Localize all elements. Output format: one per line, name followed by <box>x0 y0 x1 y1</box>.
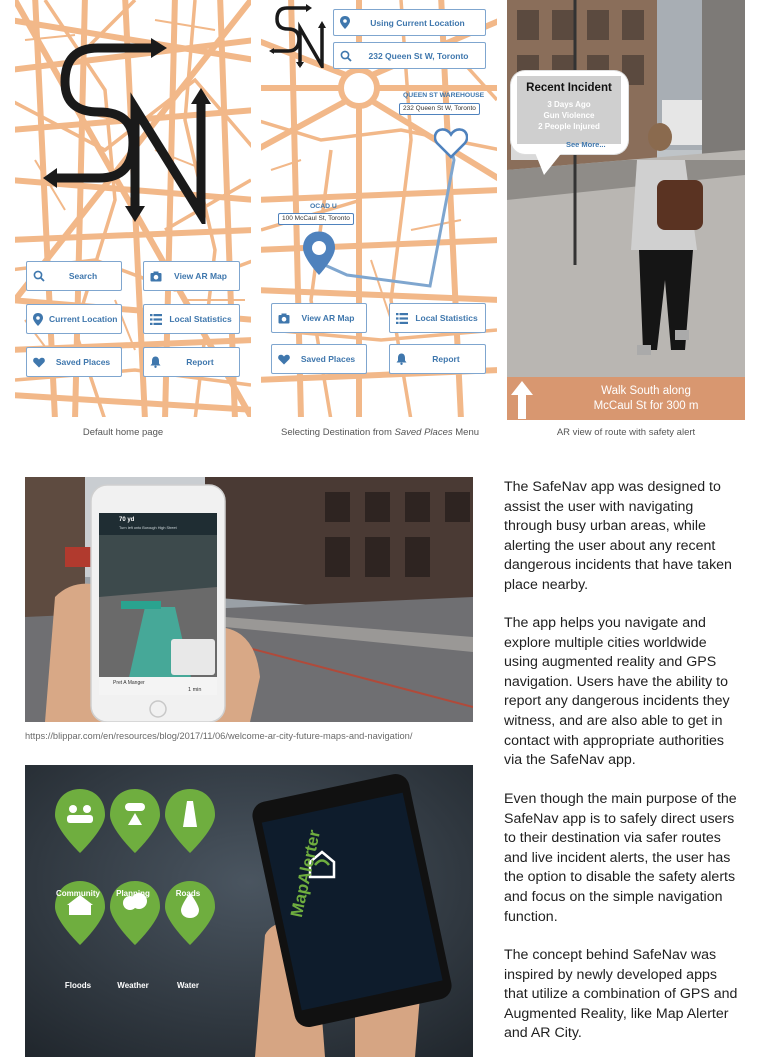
view-ar-map-button[interactable] <box>143 261 240 291</box>
caption-ar: AR view of route with safety alert <box>556 427 696 438</box>
destination-title: QUEEN ST WAREHOUSE <box>403 92 485 99</box>
destination-screen <box>261 0 497 417</box>
category-planning: Planning <box>116 889 150 898</box>
caption-destination <box>262 427 498 438</box>
category-roads: Roads <box>175 889 201 898</box>
arrow-up-icon <box>511 381 533 419</box>
incident-title: Recent Incident <box>526 82 612 94</box>
safenav-logo <box>43 38 219 224</box>
ar-city-photo <box>25 477 473 722</box>
incident-type: Gun Violence <box>543 111 595 120</box>
current-location-field[interactable] <box>333 9 486 36</box>
current-location-label: Current Location <box>49 314 118 324</box>
origin-pin-icon[interactable] <box>301 230 337 276</box>
local-statistics-button[interactable] <box>143 304 240 334</box>
ar-city-distance: 70 yd <box>119 517 135 523</box>
heart-destination-icon[interactable] <box>434 127 468 159</box>
incident-injuries: 2 People Injured <box>538 122 600 131</box>
destination-field-label: 232 Queen St W, Toronto <box>368 50 469 61</box>
direction-line-1: Walk South along <box>601 385 691 397</box>
caption-destination-italic: Saved Places <box>394 427 453 438</box>
report-button[interactable] <box>143 347 240 377</box>
caption-destination-suffix: Menu <box>452 427 480 438</box>
saved-places-label: Saved Places <box>55 357 111 367</box>
source-url[interactable]: https://blippar.com/en/resources/blog/2017/11/06/welcome-ar-city-future-maps-and-navigation/ <box>25 731 413 741</box>
caption-home: Default home page <box>82 427 164 438</box>
category-community: Community <box>56 889 100 898</box>
list-icon <box>396 313 408 324</box>
paragraph-3: Even though the main purpose of the SafeNav app is to safely direct users to their destination via safer routes and live incident alerts, the user has the option to disable the safety alerts and focus on the simple navigation function. <box>504 791 737 925</box>
category-floods: Floods <box>64 981 92 990</box>
search-button-label: Search <box>68 271 98 281</box>
home-screen <box>15 0 251 417</box>
ar-city-poi: Pret A Manger <box>113 680 145 686</box>
current-location-field-label: Using Current Location <box>370 17 465 28</box>
camera-icon <box>278 313 290 324</box>
bell-icon <box>396 353 407 365</box>
location-pin-icon <box>33 313 43 326</box>
current-location-button[interactable] <box>26 304 122 334</box>
bell-icon <box>150 356 161 368</box>
caption-destination-prefix: Selecting Destination from <box>280 427 395 438</box>
incident-time: 3 Days Ago <box>547 100 591 109</box>
local-statistics-button[interactable] <box>389 303 486 333</box>
ar-city-eta: 1 min <box>188 687 202 693</box>
heart-icon <box>278 354 290 365</box>
origin-title: OCAD U <box>310 203 337 210</box>
saved-places-button[interactable] <box>271 344 367 374</box>
report-label: Report <box>186 357 214 367</box>
view-ar-map-button[interactable] <box>271 303 367 333</box>
search-icon <box>340 50 352 62</box>
direction-line-2: McCaul St for 300 m <box>593 400 699 412</box>
list-icon <box>150 314 162 325</box>
safenav-logo <box>269 4 327 68</box>
local-statistics-label: Local Statistics <box>169 314 232 324</box>
paragraph-2: The app helps you navigate and explore multiple cities worldwide using augmented reality and GPS navigation. Users have the ability to report any dangerous incidents they witness, and are also able to get in contact with appropriate authorities via the SafeNav app. <box>504 615 730 769</box>
paragraph-4: The concept behind SafeNav was inspired by newly developed apps that utilize a combination of GPS and Augmented Reality, like Map Alerter and AR City. <box>504 947 738 1042</box>
search-button[interactable] <box>26 261 122 291</box>
origin-address: 100 McCaul St, Toronto <box>278 213 354 225</box>
direction-banner <box>507 377 745 420</box>
report-label: Report <box>432 354 460 364</box>
view-ar-map-label: View AR Map <box>301 313 355 323</box>
destination-address: 232 Queen St W, Toronto <box>399 103 480 115</box>
report-button[interactable] <box>389 344 486 374</box>
mapalerter-photo <box>25 765 473 1057</box>
view-ar-map-label: View AR Map <box>174 271 227 281</box>
heart-icon <box>33 357 45 368</box>
see-more-link[interactable]: See More... <box>566 140 606 149</box>
local-statistics-label: Local Statistics <box>415 313 478 323</box>
camera-icon <box>150 271 162 282</box>
bubble-tail <box>534 150 564 176</box>
ar-city-street-hint: Turn left onto Borough High Street <box>119 526 177 530</box>
street-photo <box>507 0 745 420</box>
saved-places-button[interactable] <box>26 347 122 377</box>
incident-alert-card[interactable] <box>517 76 621 144</box>
destination-field[interactable] <box>333 42 486 69</box>
category-water: Water <box>177 981 199 990</box>
mapalerter-app-name: MapAlerter <box>287 828 325 919</box>
search-icon <box>33 270 45 282</box>
category-weather: Weather <box>117 981 149 990</box>
paragraph-1: The SafeNav app was designed to assist the user with navigating through busy urban areas, while alerting the user about any recent dangerous incidents that have taken place nearby. <box>504 479 732 593</box>
location-pin-icon <box>340 16 350 29</box>
ar-view-photo <box>507 0 745 420</box>
saved-places-label: Saved Places <box>300 354 356 364</box>
